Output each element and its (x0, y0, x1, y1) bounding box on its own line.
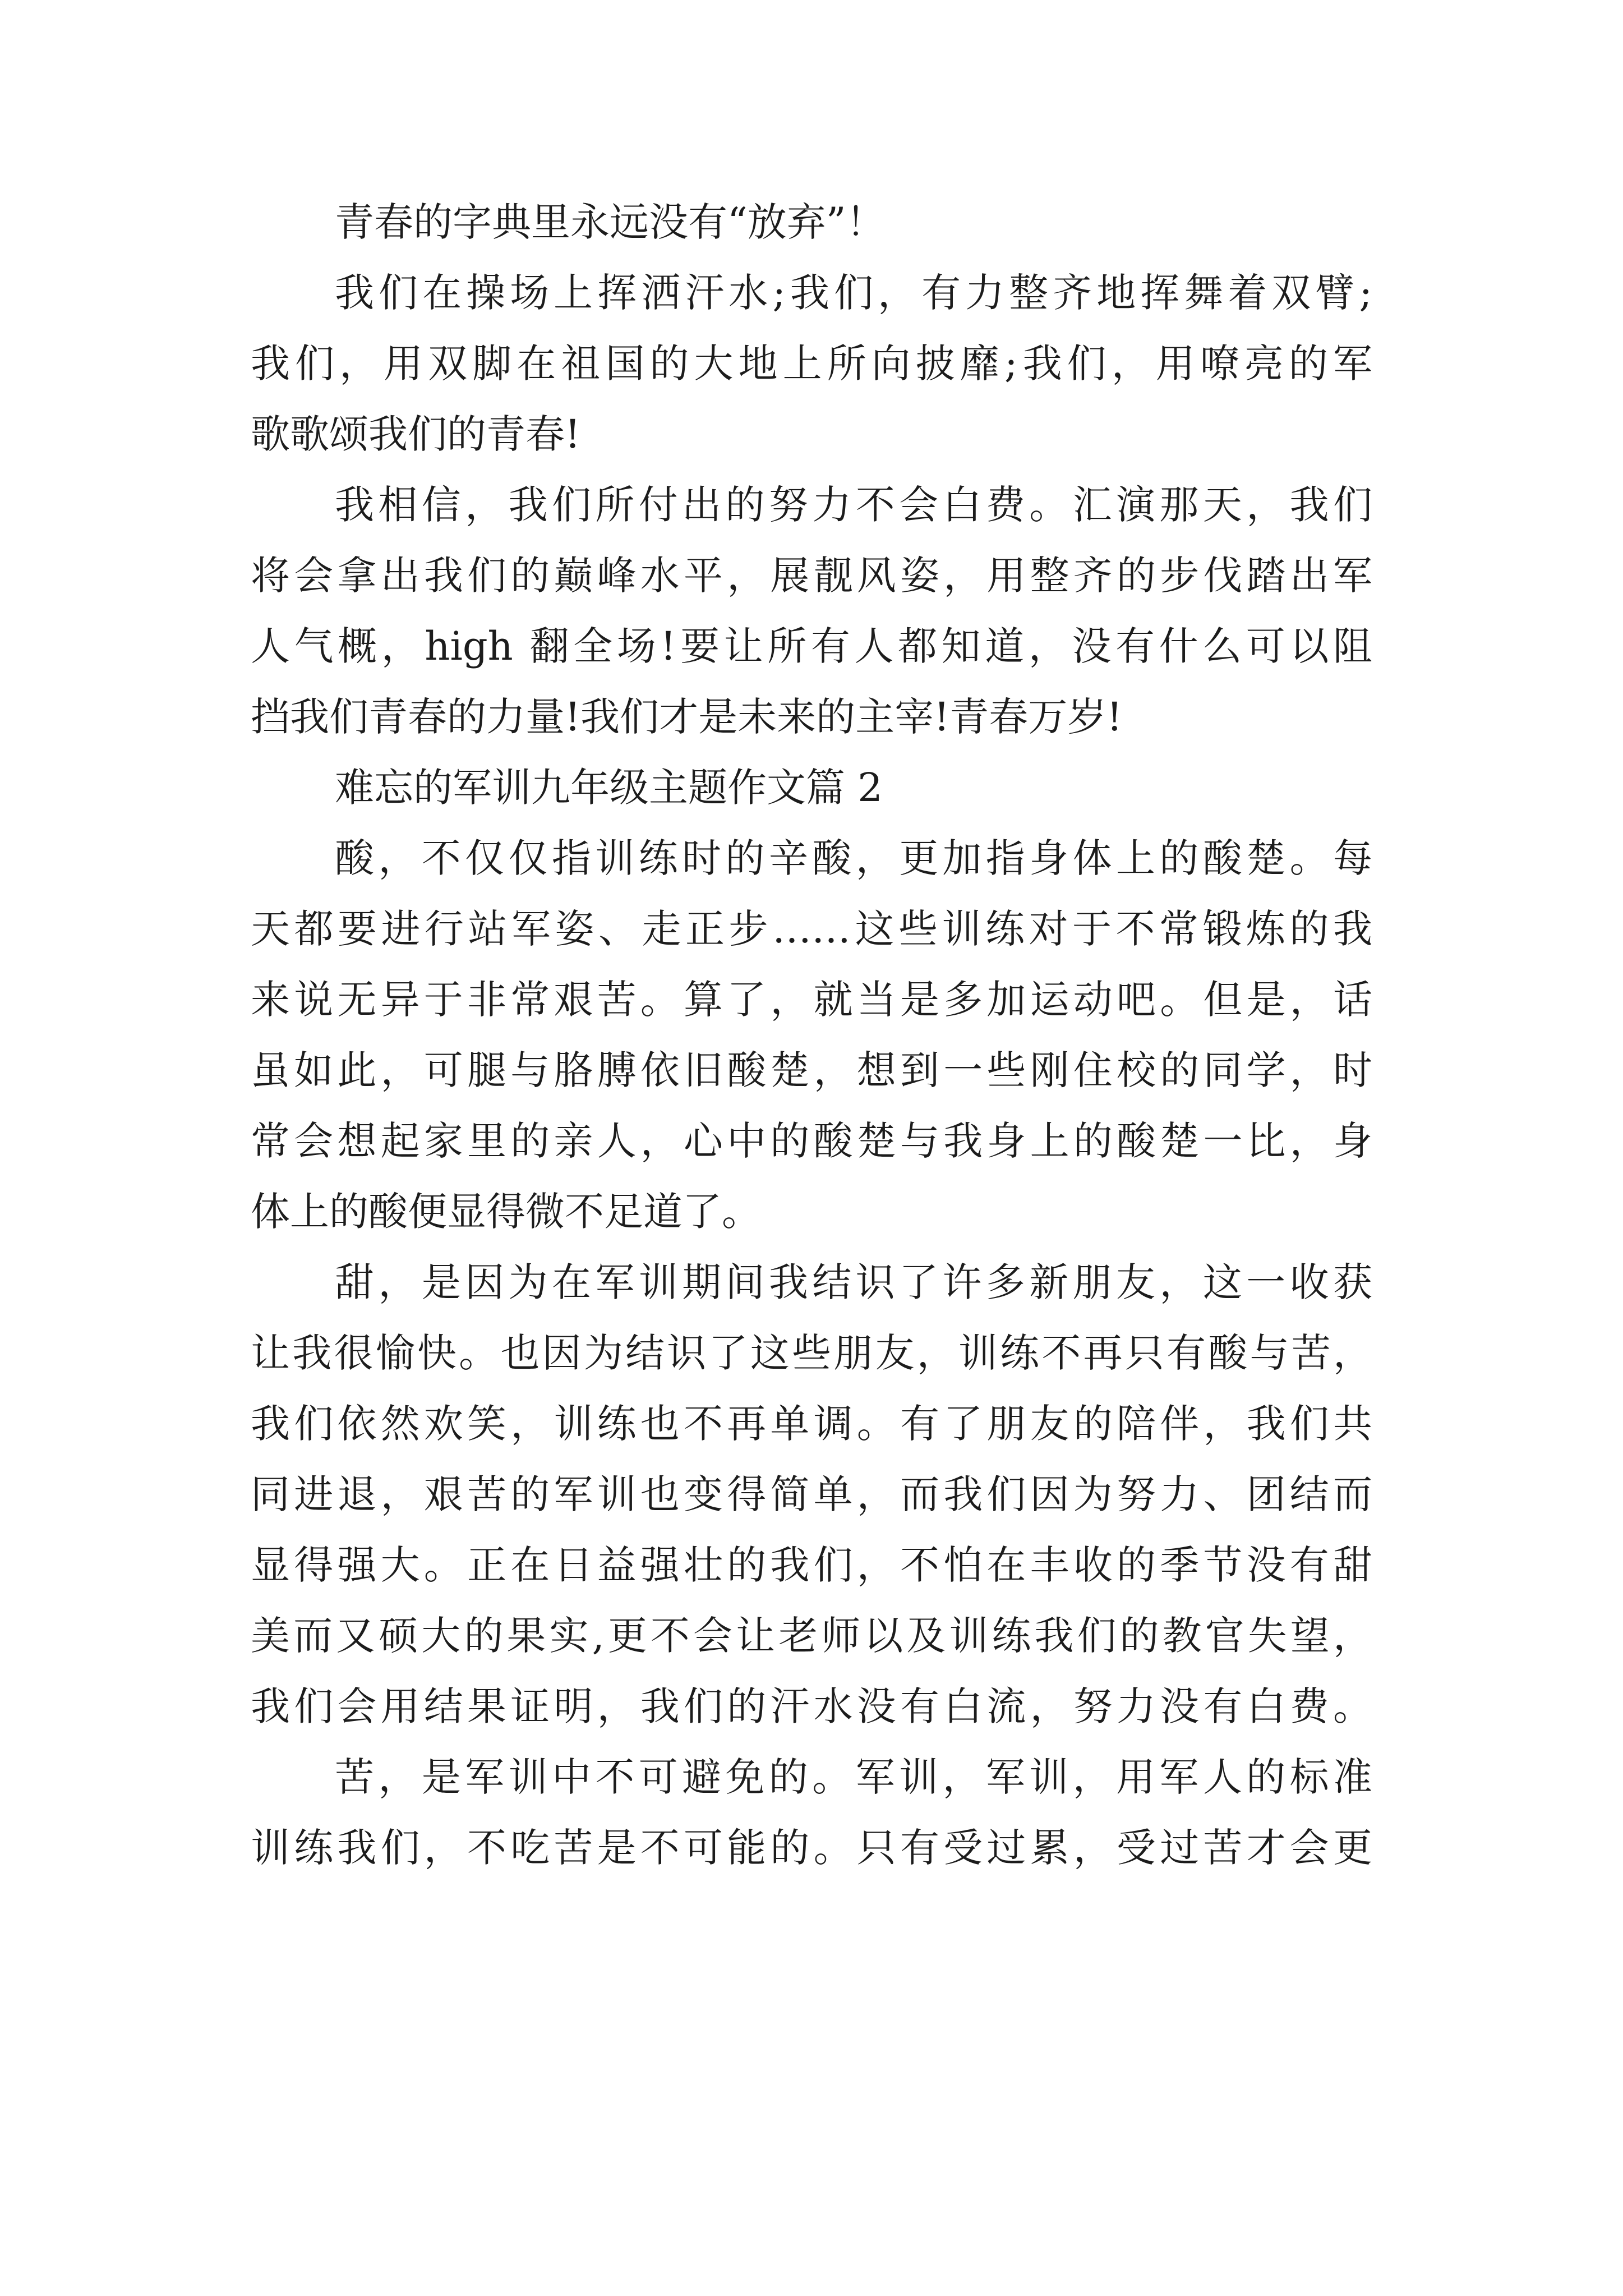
text-line: 同进退，艰苦的军训也变得简单，而我们因为努力、团结而 (251, 1471, 1372, 1517)
text-line: 虽如此，可腿与胳膊依旧酸楚，想到一些刚住校的同学，时 (251, 1047, 1372, 1093)
text-line: 苦，是军训中不可避免的。军训，军训，用军人的标准 (335, 1754, 1372, 1800)
text-line: 来说无异于非常艰苦。算了，就当是多加运动吧。但是，话 (251, 977, 1372, 1023)
document-body (251, 187, 1372, 1883)
text-line: 让我很愉快。也因为结识了这些朋友，训练不再只有酸与苦， (251, 1330, 1372, 1376)
text-line: 天都要进行站军姿、走正步……这些训练对于不常锻炼的我 (251, 906, 1372, 952)
text-line: 我们依然欢笑，训练也不再单调。有了朋友的陪伴，我们共 (251, 1401, 1372, 1447)
text-line: 我们，用双脚在祖国的大地上所向披靡;我们，用嘹亮的军 (251, 341, 1372, 386)
text-line: 我们会用结果证明，我们的汗水没有白流，努力没有白费。 (251, 1683, 1372, 1729)
text-line: 挡我们青春的力量!我们才是未来的主宰!青春万岁! (251, 694, 1123, 740)
text-line: 将会拿出我们的巅峰水平，展靓风姿，用整齐的步伐踏出军 (251, 553, 1372, 599)
text-line: 我相信，我们所付出的努力不会白费。汇演那天，我们 (335, 482, 1372, 528)
text-line: 我们在操场上挥洒汗水;我们，有力整齐地挥舞着双臂; (335, 270, 1372, 316)
text-line: 歌歌颂我们的青春! (251, 411, 581, 457)
text-line: 酸，不仅仅指训练时的辛酸，更加指身体上的酸楚。每 (335, 835, 1372, 881)
text-line: 甜，是因为在军训期间我结识了许多新朋友，这一收获 (335, 1259, 1372, 1305)
text-line: 青春的字典里永远没有“放弃”！ (335, 199, 886, 245)
text-line: 常会想起家里的亲人，心中的酸楚与我身上的酸楚一比，身 (251, 1118, 1372, 1164)
text-line: 显得强大。正在日益强壮的我们，不怕在丰收的季节没有甜 (251, 1542, 1372, 1588)
text-line: 体上的酸便显得微不足道了。 (251, 1189, 761, 1235)
text-line: 人气概，high 翻全场!要让所有人都知道，没有什么可以阻 (251, 623, 1372, 669)
text-line: 难忘的军训九年级主题作文篇 2 (335, 765, 883, 811)
text-line: 训练我们，不吃苦是不可能的。只有受过累，受过苦才会更 (251, 1825, 1372, 1871)
text-line: 美而又硕大的果实,更不会让老师以及训练我们的教官失望， (251, 1613, 1372, 1659)
